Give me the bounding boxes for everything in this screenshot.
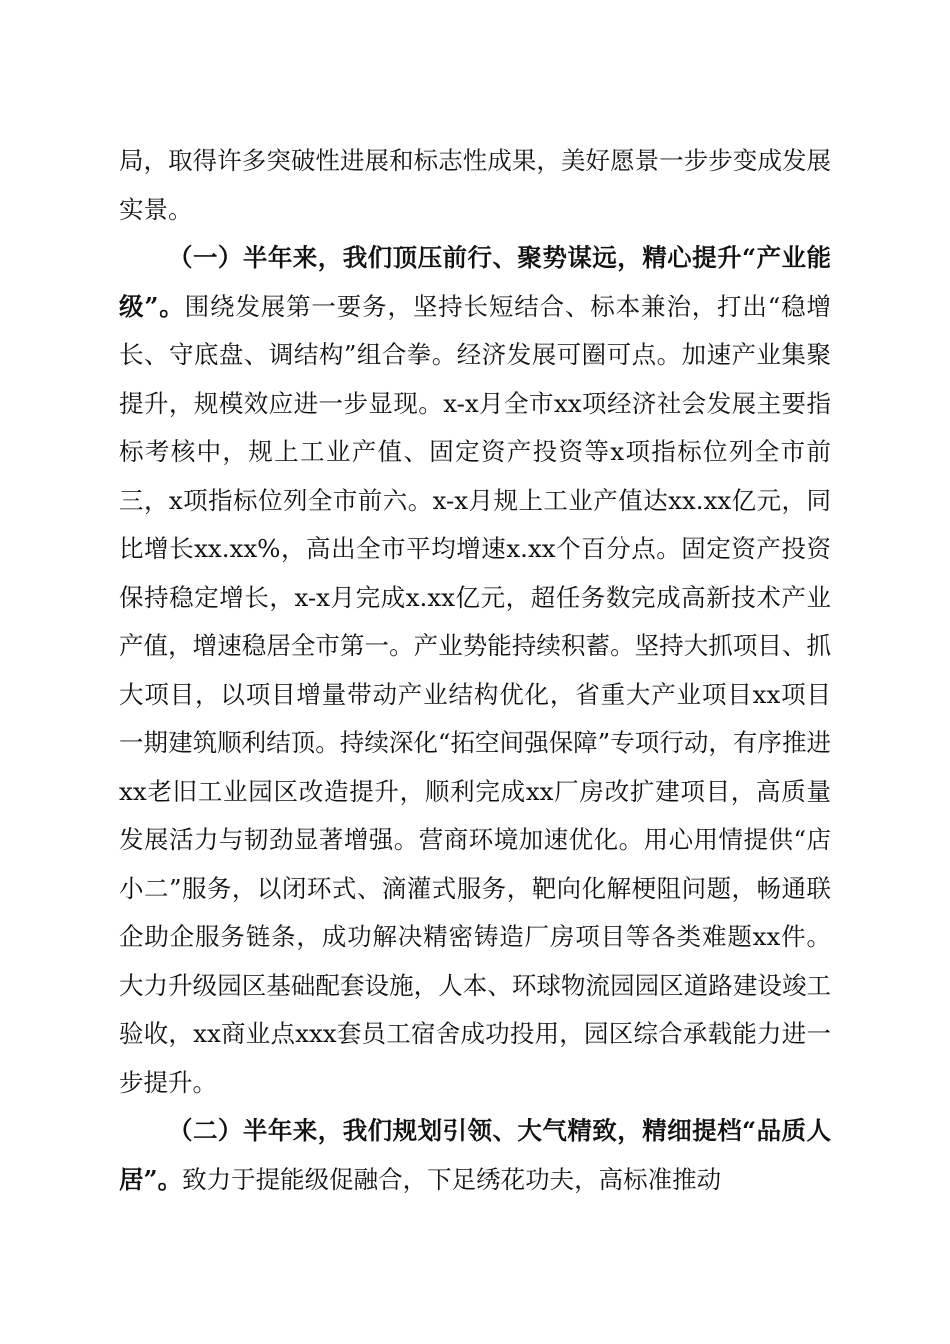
paragraph-section-two <box>119 1107 831 1204</box>
paragraph-continuation <box>119 137 831 234</box>
section-heading: （一）半年来，我们顶压前行、聚势谋远，精心提升“产业能级”。 <box>119 243 831 321</box>
document-body <box>119 137 831 1204</box>
paragraph-text: 致力于提能级促融合，下足绣花功夫，高标准推动 <box>182 1164 722 1194</box>
paragraph-text: 围绕发展第一要务，坚持长短结合、标本兼治，打出“稳增长、守底盘、调结构”组合拳。经济发展可圈可点。加速产业集聚提升，规模效应进一步显现。x-x月全市xx项经济社会发展主要指标考核中，规上工业产值、固定资产投资等x项指标位列全市前三，x项指标位列全市前六。x-x月规上工业产值达xx.xx亿元，同比增长xx.xx%，高出全市平均增速x.xx个百分点。固定资产投资保持稳定增长，x-x月完成x.xx亿元，超任务数完成高新技术产业产值，增速稳居全市第一。产业势能持续积蓄。坚持大抓项目、抓大项目，以项目增量带动产业结构优化，省重大产业项目xx项目一期建筑顺利结顶。持续深化“拓空间强保障”专项行动，有序推进xx老旧工业园区改造提升，顺利完成xx厂房改扩建项目，高质量发展活力与韧劲显著增强。营商环境加速优化。用心用情提供“店小二”服务，以闭环式、滴灌式服务，靶向化解梗阻问题，畅通联企助企服务链条，成功解决精密铸造厂房项目等各类难题xx件。大力升级园区基础配套设施，人本、环球物流园园区道路建设竣工验收，xx商业点xxx套员工宿舍成功投用，园区综合承载能力进一步提升。 <box>119 291 831 1097</box>
paragraph-section-one <box>119 234 831 1107</box>
paragraph-text: 局，取得许多突破性进展和标志性成果，美好愿景一步步变成发展实景。 <box>119 146 831 224</box>
section-heading: （二）半年来，我们规划引领、大气精致，精细提档“品质人居”。 <box>119 1116 831 1194</box>
